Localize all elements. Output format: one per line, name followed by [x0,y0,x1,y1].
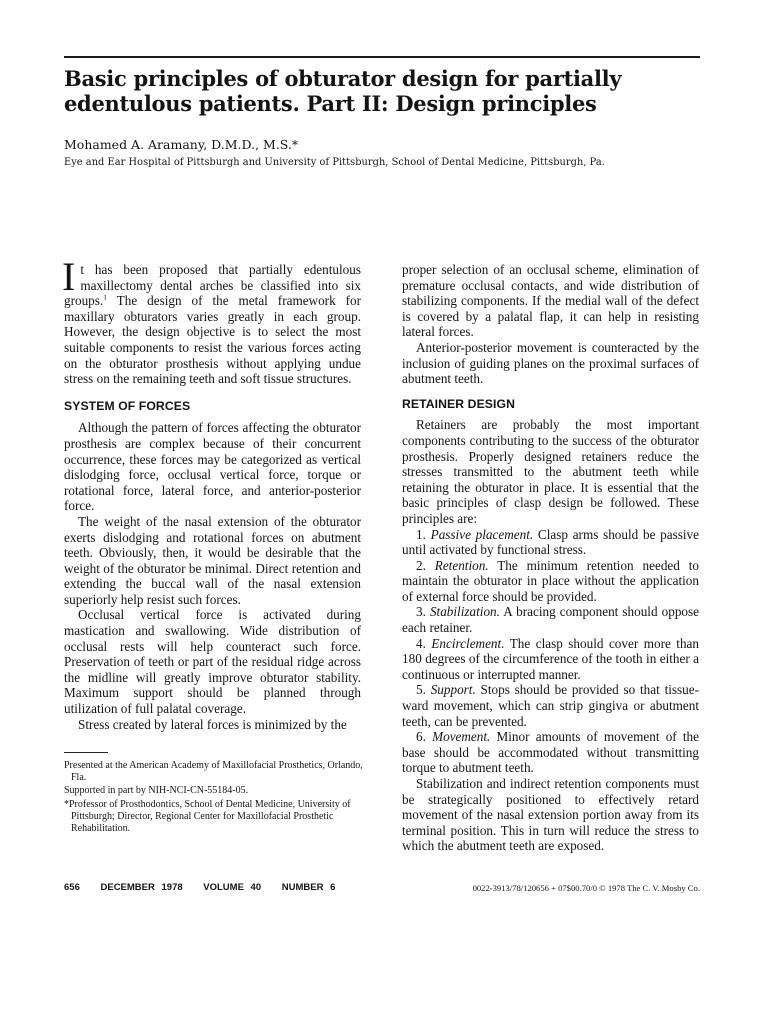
principle-number: 3. [416,604,426,620]
principle-item [402,604,699,635]
principle-number: 1. [416,526,426,542]
body-paragraph: Occlusal vertical force is activated during mastication and swallowing. Wide distribution of occlusal rests will help counteract such force. Preservation of teeth or part of the residual ridge across the midline will greatly improve obturator stability. Maximum support should be planned through utilization of full palatal coverage. [64,607,361,717]
page-footer [64,882,349,893]
body-paragraph: Stabilization and indirect retention components must be strategically positioned to effectively retard movement of the nasal extension portion away from its terminal position. This in turn will reduce the stress to which the abutment teeth are exposed. [402,776,699,854]
section-heading-forces: SYSTEM OF FORCES [64,398,191,413]
issue-date: DECEMBER 1978 [100,882,183,893]
principle-text: Minor amounts of movement of the base should be accommodated without transmitting torque to abutment teeth. [402,729,700,776]
body-paragraph: proper selection of an occlusal scheme, elimination of premature occlusal contacts, and wide distribution of stabilizing components. If the medial wall of the defect is covered by a palatal flap, it can help in resisting lateral forces. [402,262,699,340]
footnote: Presented at the American Academy of Maxillofacial Prosthetics, Orlando, Fla. [64,760,363,784]
footnote-rule [64,752,108,753]
footnote: *Professor of Prosthodontics, School of Dental Medicine, University of Pittsburgh; Director, Regional Center for Maxillofacial Prosthetic Rehabilitation. [64,798,351,835]
body-paragraph: Anterior-posterior movement is counteracted by the inclusion of guiding planes on the proximal surfaces of abutment teeth. [402,339,699,387]
body-paragraph: The weight of the nasal extension of the obturator exerts dislodging and rotational forces on abutment teeth. Obviously, then, it would be desirable that the weight of the obturator be minimal. Direct retention and extending the buccal wall of the nasal extension superiorly help resist such forces. [64,513,361,607]
top-rule [64,56,700,58]
principle-term: Passive placement. [430,526,534,542]
principle-item [402,527,699,558]
principle-text: A bracing component should oppose each retainer. [402,604,699,636]
volume: VOLUME 40 [203,882,262,893]
left-column [62,254,361,732]
right-column [402,262,699,854]
principle-number: 4. [416,635,426,651]
principle-item [402,558,699,605]
reference-superscript: 1 [103,292,107,302]
author-line: Mohamed A. Aramany, D.M.D., M.S.* [64,137,299,152]
intro-paragraph [62,254,361,387]
principle-term: Stabilization. [429,604,500,620]
section-heading-retainer: RETAINER DESIGN [402,396,516,411]
principle-item [402,636,699,683]
intro-text: t has been proposed that partially edentulous maxillectomy dental arches be classified into six groups. [64,262,361,309]
drop-cap: I [62,254,76,299]
principle-text: The clasp should cover more than 180 degrees of the circumference of the tooth in either a continuous or interrupted manner. [402,635,699,682]
body-paragraph: Although the pattern of forces affecting the obturator prosthesis are complex because of their concurrent occurrence, these forces may be categorized as vertical dislodging force, occlusal vertical force, torque or rotational force, lateral force, and anterior-posterior force. [64,420,361,514]
principle-term: Support. [430,682,476,698]
page-number: 656 [64,882,80,893]
affiliation-line: Eye and Ear Hospital of Pittsburgh and University of Pittsburgh, School of Dental Medicine, Pittsburgh, Pa. [64,157,605,168]
intro-text-cont: The design of the metal framework for maxillary obturators varies greatly in each group. However, the design objective is to select the most suitable components to resist the various forces acting on the obturator prosthesis without applying undue stress on the remaining teeth and soft tissue structures. [64,293,361,387]
principle-item [402,682,699,729]
footnote: Supported in part by NIH-NCI-CN-55184-05. [64,785,249,797]
principle-number: 2. [416,557,426,573]
principle-term: Retention. [434,557,489,573]
principle-number: 6. [416,729,426,745]
body-paragraph: Retainers are probably the most important components contributing to the success of the obturator prosthesis. Properly designed retainers reduce the stresses transmitted to the abutment teeth while retaining the obturator in place. It is essential that the basic principles of clasp design be followed. These principles are: [402,417,699,526]
principle-number: 5. [416,682,426,698]
principle-text: The minimum retention needed to maintain the obturator in place without the application of external force should be provided. [402,557,699,604]
copyright-line: 0022-3913/78/120656 + 07$00.70/0 © 1978 The C. V. Mosby Co. [472,883,700,893]
footnotes [64,760,364,836]
principle-text: Stops should be provided so that tissue-ward movement, which can strip gingiva or abutment teeth, can be prevented. [402,682,700,729]
issue-number: NUMBER 6 [281,882,336,893]
article-title: Basic principles of obturator design for partially edentulous patients. Part II: Design principles [64,66,622,116]
principle-item [402,729,699,776]
principle-text: Clasp arms should be passive until activated by functional stress. [402,526,700,558]
body-paragraph: Stress created by lateral forces is minimized by the [78,716,347,732]
principle-term: Encirclement. [431,635,505,651]
principle-term: Movement. [432,729,491,745]
